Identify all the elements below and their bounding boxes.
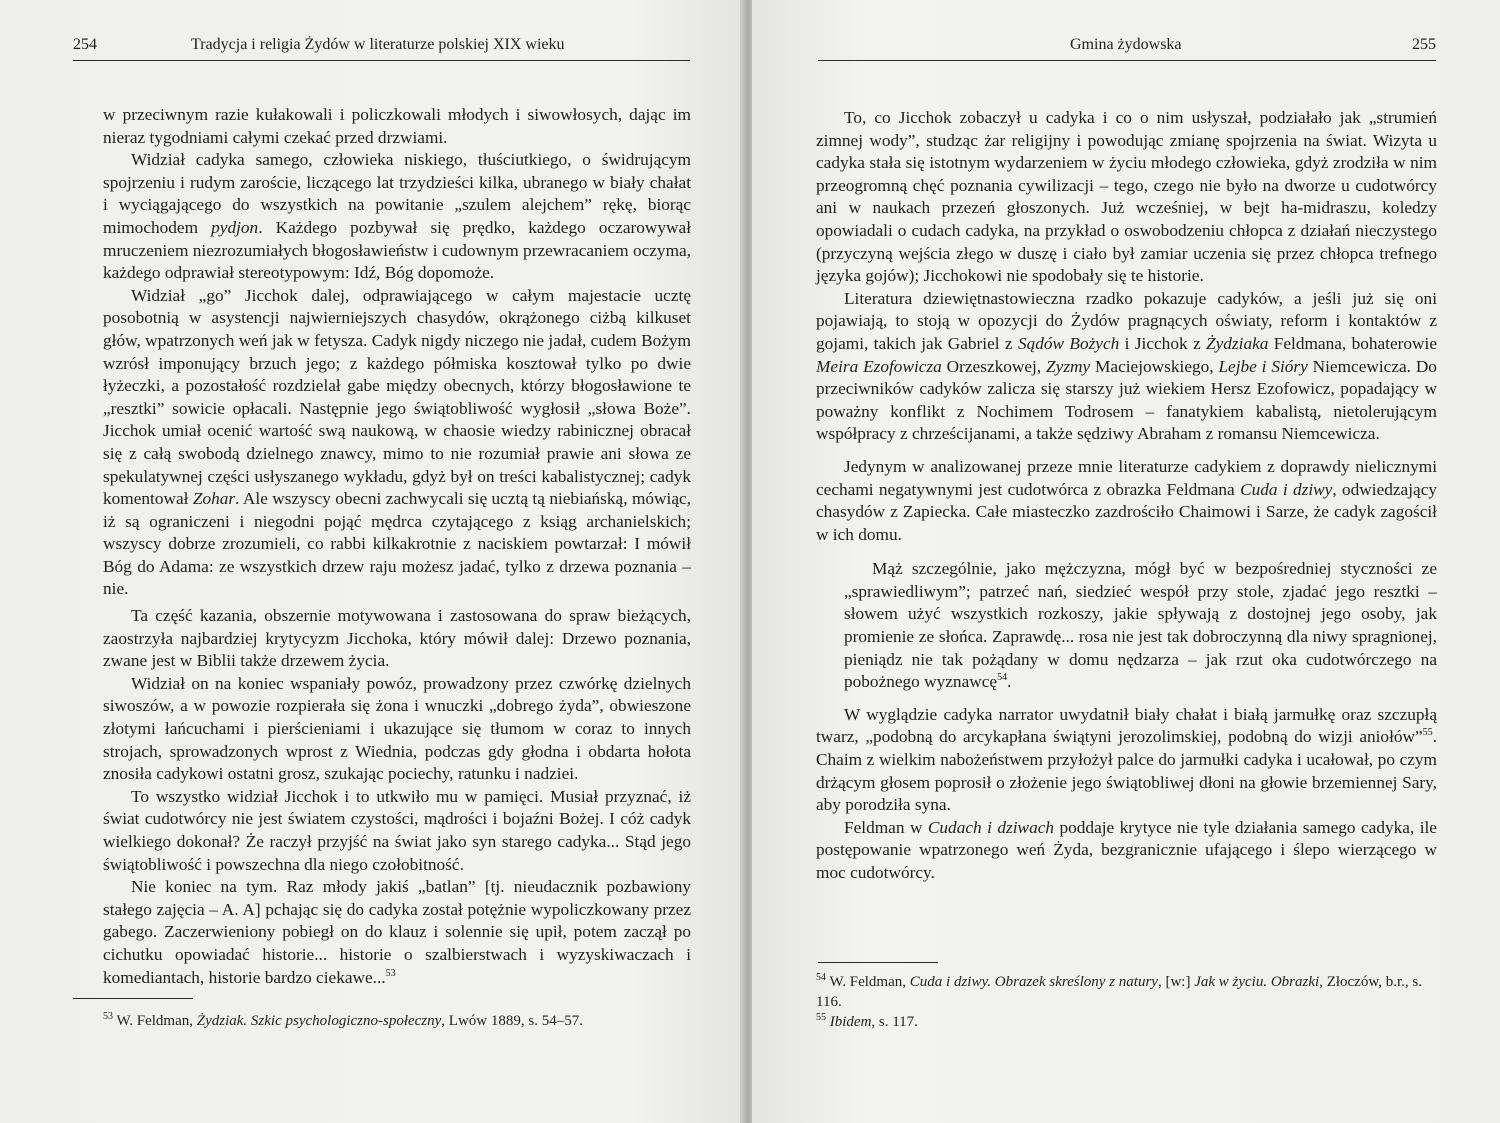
right-page <box>752 0 1500 1123</box>
italic-title: Zyzmy <box>1046 356 1091 376</box>
paragraph-text: Feldmana, bohaterowie <box>1273 333 1437 353</box>
footnote-text: , [w:] <box>1157 974 1191 990</box>
footnote-title: Żydziak. Szkic psychologiczno-społeczny <box>196 1013 442 1029</box>
italic-title: Żydziaka <box>1206 333 1269 353</box>
paragraph-text: Jedynym w analizowanej przeze mnie literaturze cadykiem z doprawdy nielicznymi cechami negatywnymi jest cudotwórca z obrazka Feldmana <box>816 456 1437 499</box>
footnote-number: 54 <box>816 972 826 983</box>
footnote-rule <box>73 998 193 999</box>
footnote-author: W. Feldman, <box>829 974 907 990</box>
italic-title: Cuda i dziwy <box>1240 479 1333 499</box>
paragraph <box>816 456 1437 546</box>
quote-text: Mąż szczególnie, jako mężczyzna, mógł być w bezpośredniej styczności ze „sprawiedliwym”; patrzeć nań, siedzieć wespół przy stole, zjadać jego resztki – słowem użyć wszystkich rozkoszy, jakie spływają z dostojnej jego osoby, jak promienie ze słońca. Zaprawdę... rosa nie jest tak dobroczynną dla niwy spragnionej, pieniądz nie tak pożądany w domu nędzarza – jak rzut oka cudotwórczego na pobożnego wyznawcę$^{54}$. <box>844 559 1437 692</box>
paragraph: Widział on na koniec wspaniały powóz, prowadzony przez czwórkę dzielnych siwoszów, a w powozie rozpierała się żona i wnuczki „dobrego żyda”, obwieszone złotymi łańcuchami i pierścieniami i ukazujące się tłumom w coraz to innych strojach, sprowadzonych wprost z Wiednia, podczas gdy głodna i obdarta hołota znosiła cadykowi ostatni grosz, szukając pociechy, ratunku i nadziei. <box>103 673 691 784</box>
italic-term: Zohar <box>192 489 236 509</box>
italic-title: Lejbe i Sióry <box>1218 356 1308 376</box>
paragraph-text: . Chaim z wielkim nabożeństwem przyłożył palce do jarmułki cadyka i ucałował, po czym drżącym głosem poprosił o złożenie jego świątobliwej dłoni na głowie brzemiennej Sary, aby porodziła syna. <box>816 727 1437 815</box>
paragraph-text: W wyglądzie cadyka narrator uwydatnił biały chałat i białą jarmułkę oraz szczupłą twarz, „podobną do arcykapłana świątyni jerozolimskiej, podobną do wizji aniołów” <box>816 704 1437 747</box>
left-page <box>0 0 744 1123</box>
paragraph-text: , odwiedzający chasydów z Zapiecka. Całe miasteczko zazdrościło Chaimowi i Sarze, że cadyk zagościł w ich domu. <box>816 479 1438 544</box>
block-quote <box>844 558 1437 694</box>
paragraph-text: Literatura dziewiętnastowieczna rzadko pokazuje cadyków, a jeśli już się oni pojawiają, to stoją w opozycji do Żydów pragnących oświaty, reform i kontaktów z gojami, takich jak Gabriel z <box>816 288 1437 353</box>
footnote <box>103 1011 691 1031</box>
footnote-number: 55 <box>816 1012 826 1023</box>
italic-title: Cudach i dziwach <box>927 817 1055 837</box>
footnote-54 <box>816 972 1437 1012</box>
paragraph: To wszystko widział Jicchok i to utkwiło mu w pamięci. Musiał przyznać, iż świat cudotwórcy nie jest światem czystości, mądrości i bojaźni Bożej. I cóż cadyk wielkiego dokonał? Że raczył przyjść na świat jako syn starego cadyka... Stąd jego świątobliwość i powszechna dla niego czołobitność. <box>103 786 691 874</box>
paragraph <box>816 817 1437 885</box>
footnote-number: 53 <box>103 1011 113 1022</box>
paragraph-text: poddaje krytyce nie tyle działania samego cadyka, ile postępowanie wpatrzonego weń Żyda, bezgranicznie ufającego i ślepo wierzącego w moc cudotwórcy. <box>816 817 1437 882</box>
footnote-rest: , Lwów 1889, s. 54–57. <box>441 1013 583 1029</box>
running-title: Tradycja i religia Żydów w literaturze polskiej XIX wieku <box>191 36 565 53</box>
paragraph-text: Nie koniec na tym. Raz młody jakiś „batlan” [tj. nieudacznik pozbawiony stałego zajęcia – A. A] pchając się do cadyka został potężnie wypoliczkowany przez gabego. Zaczerwieniony pobiegł on do klauz i solennie się upił, potem zaczął po cichutku opowiadać historie... historie o szalbierstwach i wyzyskiwaczach i komediantach, historie bardzo ciekawe... <box>103 877 691 987</box>
footnote-55 <box>816 1012 1437 1032</box>
paragraph-text: Widział „go” Jicchok dalej, odprawiającego w całym majestacie ucztę posobotnią w asystencji najwierniejszych chasydów, okrążonego ciżbą kilkuset głów, wpatrzonych weń jak w fetysza. Cadyk nigdy niczego nie jadał, cudem Bożym wzrósł imponujący brzuch jego; z każdego półmiska kosztował tylko po dwie łyżeczki, a pozostałość rozdzielał gabe między obecnych, którzy błogosławione te „resztki” sowicie opłacali. Następnie jego świątobliwość wygłosił „słowa Boże”. Jicchok umiał ocenić wartość swą naukową, w chaosie wiedzy rabinicznej obracał się z całą swobodą dzielnego znawcy, mimo to nie rozumiał prawie ani słowa ze spekulatywnej części usłyszanego wykładu, gdyż był on treści kabalistycznej; cadyk komentował <box>103 285 691 509</box>
paragraph-text: Orzeszkowej, <box>946 356 1042 376</box>
footnote-title: Jak w życiu. Obrazki <box>1194 974 1320 990</box>
paragraph <box>816 288 1437 446</box>
footnote-title: Cuda i dziwy. Obrazek skreślony z natury <box>909 974 1158 990</box>
right-page-header <box>818 32 1436 61</box>
paragraph-text: Maciejowskiego, <box>1095 356 1214 376</box>
footnote-ref: 53 <box>385 967 396 979</box>
footnote-title: Ibidem <box>829 1014 872 1030</box>
left-page-body <box>103 104 691 989</box>
italic-title: Meira Ezofowicza <box>816 356 942 376</box>
page-number: 254 <box>73 36 97 53</box>
footnote-author: W. Feldman, <box>116 1013 194 1029</box>
paragraph-text: Feldman w <box>844 817 923 837</box>
paragraph <box>816 704 1437 817</box>
paragraph <box>103 285 691 601</box>
paragraph-text: Niemcewicza. Do przeciwników cadyków zalicza się starszy już wiekiem Hersz Ezofowicz, popadający w poważny konflikt z Nochimem Todrosem – fanatykiem kabalistą, nietolerującym współpracy z chrześcijanami, a także sędziwy Abraham z romansu Niemcewicza. <box>816 356 1437 444</box>
paragraph <box>103 149 691 285</box>
paragraph: To, co Jicchok zobaczył u cadyka i co o nim usłyszał, podziałało jak „strumień zimnej wody”, studząc żar religijny i powodując zmianę spojrzenia na świat. Wizyta u cadyka stała się istotnym wydarzeniem w życiu młodego człowieka, gdyż zrodziła w nim przeogromną chęć poznania cywilizacji – tego, czego nie było na dworze u cudotwórcy ani w naukach przezeń głoszonych. Już wcześniej, w bejt ha-midraszu, koledzy opowiadali o cudach cadyka, na przykład o oswobodzeniu chłopca z działań nieczystego (przyczyną wejścia złego w duszę i ciało był zamiar uczenia się przez chłopca trefnego języka gojów); Jicchokowi nie spodobały się te historie. <box>816 108 1437 286</box>
paragraph: Ta część kazania, obszernie motywowana i zastosowana do spraw bieżących, zaostrzyła najbardziej krytycyzm Jicchoka, który mówił dalej: Drzewo poznania, zwane jest w Biblii także drzewem życia. <box>103 606 691 671</box>
footnote-rule <box>818 962 938 963</box>
page-number: 255 <box>1412 36 1436 53</box>
right-page-body <box>816 107 1437 885</box>
left-page-header <box>73 32 690 61</box>
footnote-text: , s. 117. <box>871 1014 918 1030</box>
spacer <box>816 446 1437 456</box>
footnotes <box>816 972 1437 1032</box>
paragraph <box>103 876 691 989</box>
footnote-ref: 54 <box>997 672 1008 684</box>
paragraph: w przeciwnym razie kułakowali i policzkowali młodych i siwowłosych, dając im nieraz tygodniami całymi czekać przed drzwiami. <box>103 105 691 147</box>
paragraph-text: . Każdego pozbywał się prędko, każdego oczarowywał mruczeniem niezrozumiałych błogosławieństw i cudownym przewracaniem oczyma, każdego odprawiał stereotypowym: Idź, Bóg dopomoże. <box>103 217 691 283</box>
running-title: Gmina żydowska <box>1070 36 1182 53</box>
paragraph-text: i Jicchok z <box>1124 333 1201 353</box>
italic-term: pydjon <box>211 217 259 237</box>
paragraph-text: Widział cadyka samego, człowieka niskiego, tłuściutkiego, o świdrującym spojrzeniu i rudym zaroście, liczącego lat trzydzieści kilka, ubranego w biały chałat i wyciągającego do wszystkich na powitanie „szulem alejchem” rękę, biorąc mimochodem <box>103 150 691 237</box>
italic-title: Sądów Bożych <box>1017 333 1120 353</box>
paragraph-text: . Ale wszyscy obecni zachwycali się ucztą tą niebiańską, mówiąc, iż są ograniczeni i niegodni pojąć mędrca czytającego z ksiąg archanielskich; wszyscy dobrze zrozumieli, co rabbi kilkakrotnie z naciskiem powtarzał: I mówił Bóg do Adama: ze wszystkich drzew raju możesz jadać, tylko z drzewa poznania – nie. <box>103 489 691 599</box>
footnote-ref: 55 <box>1422 727 1433 739</box>
footnote-text: , Złoczów, b.r., s. 116. <box>816 974 1422 1010</box>
quote-body: Mąż szczególnie, jako mężczyzna, mógł być w bezpośredniej styczności ze „sprawiedliwym”; patrzeć nań, siedzieć wespół przy stole, zjadać jego resztki – słowem użyć wszystkich rozkoszy, jakie spływają z dostojnej jego osoby, jak promienie ze słońca. Zaprawdę... rosa nie jest tak dobroczynną dla niwy spragnionej, pieniądz nie tak pożądany w domu nędzarza – jak rzut oka cudotwórczego na pobożnego wyznawcę <box>844 559 1437 692</box>
